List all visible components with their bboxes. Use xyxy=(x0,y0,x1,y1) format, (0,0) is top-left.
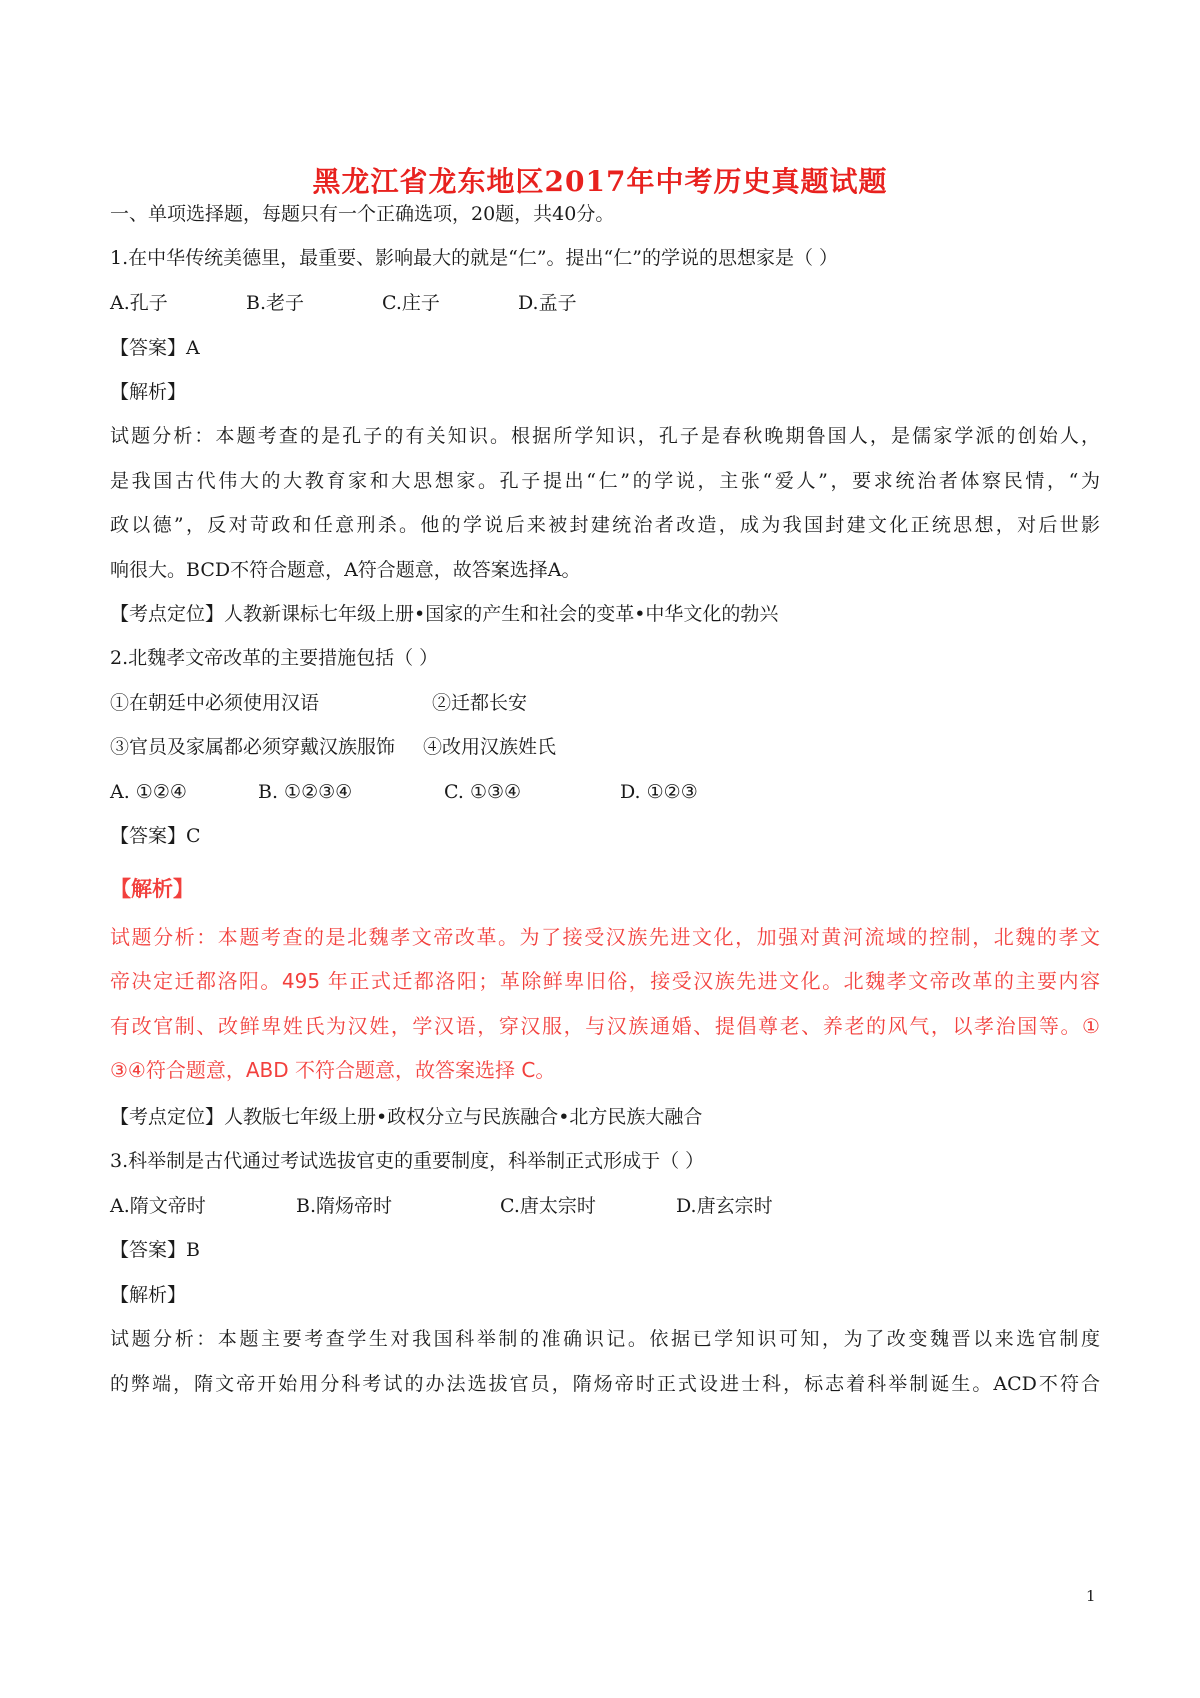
q3-option-b: B.隋炀帝时 xyxy=(296,1195,393,1217)
q2-item-4: ④改用汉族姓氏 xyxy=(423,736,557,758)
q2-analysis-line: 试题分析：本题考查的是北魏孝文帝改革。为了接受汉族先进文化，加强对黄河流域的控制，北魏的孝文 xyxy=(110,925,1100,949)
q2-option-b: B. ①②③④ xyxy=(258,781,353,803)
q3-answer: 【答案】B xyxy=(110,1239,200,1261)
q1-analysis-line: 是我国古代伟大的大教育家和大思想家。孔子提出“仁”的学说，主张“爱人”，要求统治者体察民情，“为 xyxy=(110,470,1100,492)
q2-analysis-line: 有改官制、改鲜卑姓氏为汉姓，学汉语，穿汉服，与汉族通婚、提倡尊老、养老的风气，以孝治国等。① xyxy=(110,1014,1100,1038)
q2-option-c: C. ①③④ xyxy=(444,781,522,803)
q1-question: 1.在中华传统美德里，最重要、影响最大的就是“仁”。提出“仁”的学说的思想家是（ ） xyxy=(110,247,839,269)
q3-option-c: C.唐太宗时 xyxy=(500,1195,596,1217)
q1-analysis-label: 【解析】 xyxy=(110,381,187,403)
q3-analysis-line: 的弊端，隋文帝开始用分科考试的办法选拔官员，隋炀帝时正式设进士科，标志着科举制诞生。ACD不符合 xyxy=(110,1373,1100,1395)
q1-option-a: A.孔子 xyxy=(110,292,168,314)
q3-analysis-line: 试题分析：本题主要考查学生对我国科举制的准确识记。依据已学知识可知，为了改变魏晋以来选官制度 xyxy=(110,1328,1100,1350)
q1-option-d: D.孟子 xyxy=(518,292,577,314)
q1-option-c: C.庄子 xyxy=(382,292,440,314)
q2-option-a: A. ①②④ xyxy=(110,781,187,803)
q2-item-2: ②迁都长安 xyxy=(432,692,528,714)
q2-kaodian: 【考点定位】人教版七年级上册•政权分立与民族融合•北方民族大融合 xyxy=(110,1106,703,1128)
q1-analysis-line: 政以德”，反对苛政和任意刑杀。他的学说后来被封建统治者改造，成为我国封建文化正统思想，对后世影 xyxy=(110,514,1100,536)
q2-option-d: D. ①②③ xyxy=(620,781,698,803)
q1-analysis-line: 试题分析：本题考查的是孔子的有关知识。根据所学知识，孔子是春秋晚期鲁国人，是儒家学派的创始人， xyxy=(110,425,1100,447)
q2-analysis-line: 帝决定迁都洛阳。495 年正式迁都洛阳；革除鲜卑旧俗，接受汉族先进文化。北魏孝文帝改革的主要内容 xyxy=(110,969,1100,993)
q2-answer: 【答案】C xyxy=(110,825,201,847)
q3-analysis-label: 【解析】 xyxy=(110,1284,187,1306)
page-title: 黑龙江省龙东地区2017年中考历史真题试题 xyxy=(312,165,888,198)
q3-question: 3.科举制是古代通过考试选拔官吏的重要制度，科举制正式形成于（ ） xyxy=(110,1150,705,1172)
q1-kaodian: 【考点定位】人教新课标七年级上册•国家的产生和社会的变革•中华文化的勃兴 xyxy=(110,603,779,625)
q3-option-d: D.唐玄宗时 xyxy=(676,1195,773,1217)
q2-item-1: ①在朝廷中必须使用汉语 xyxy=(110,692,320,714)
q2-item-3: ③官员及家属都必须穿戴汉族服饰 xyxy=(110,736,396,758)
section-header: 一、单项选择题，每题只有一个正确选项，20题，共40分。 xyxy=(110,203,615,225)
page-number: 1 xyxy=(1086,1587,1096,1605)
q2-analysis-line: ③④符合题意，ABD 不符合题意，故答案选择 C。 xyxy=(110,1058,556,1082)
q1-option-b: B.老子 xyxy=(246,292,305,314)
q1-answer: 【答案】A xyxy=(110,337,200,359)
q3-option-a: A.隋文帝时 xyxy=(110,1195,206,1217)
q2-analysis-label: 【解析】 xyxy=(110,877,194,901)
q2-question: 2.北魏孝文帝改革的主要措施包括（ ） xyxy=(110,647,439,669)
q1-analysis-line: 响很大。BCD不符合题意，A符合题意，故答案选择A。 xyxy=(110,559,581,581)
